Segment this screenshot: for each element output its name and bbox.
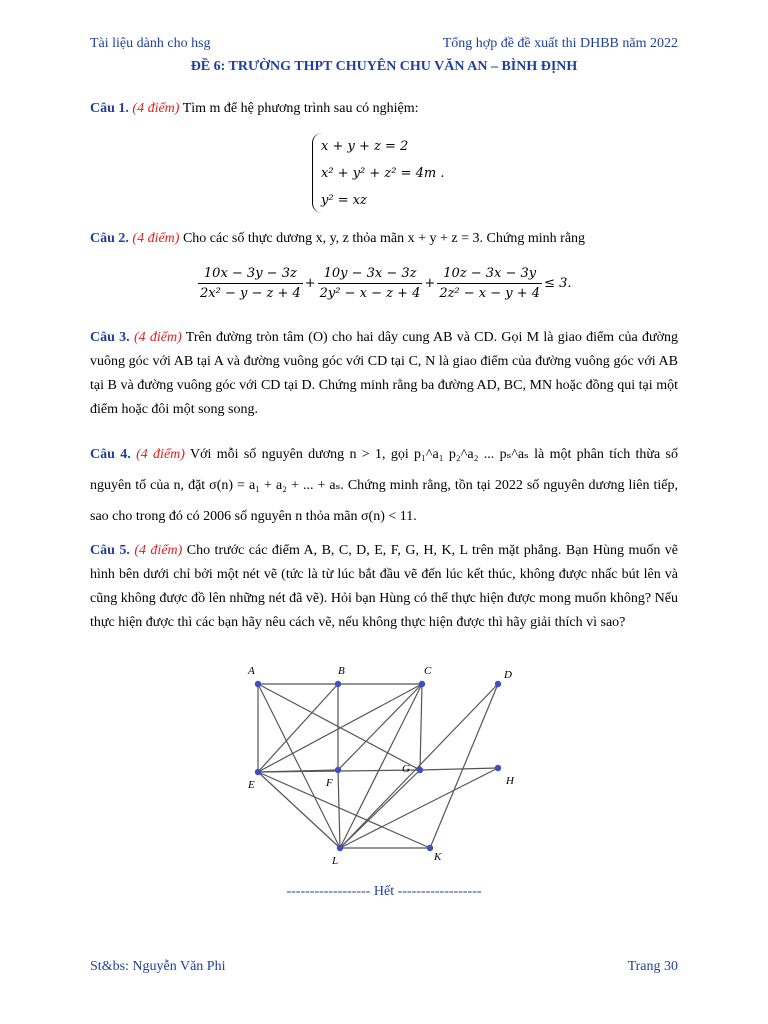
- graph-label-G: G: [402, 763, 410, 775]
- graph-node-A: [255, 681, 261, 687]
- header-left: Tài liệu dành cho hsg: [90, 36, 211, 51]
- question-4-points: (4 điểm): [136, 447, 185, 462]
- graph-edge-GL: [340, 770, 420, 848]
- graph-edge-GH: [420, 768, 498, 770]
- question-5-text: Cho trước các điểm A, B, C, D, E, F, G, H, K, L trên mặt phẳng. Bạn Hùng muốn vẽ hình bên dưới chỉ bởi một nét vẽ (tức là từ lúc bắt đầu vẽ đến lúc kết thúc, không được nhấc bút lên và cũng không được đồ lên những nét đã vẽ). Hỏi bạn Hùng có thể thực hiện được mong muốn không? Nếu thực hiện được thì các bạn hãy nêu cách vẽ, nếu không thực hiện được thì hãy giải thích vì sao?: [90, 543, 678, 630]
- graph-edge-BE: [258, 684, 338, 772]
- question-3-label: Câu 3.: [90, 330, 130, 345]
- graph-label-K: K: [434, 851, 442, 863]
- graph-label-L: L: [332, 855, 339, 867]
- fraction-2-numerator: 10y − 3x − 3z: [318, 264, 423, 284]
- question-2: [90, 227, 678, 251]
- fraction-1-numerator: 10x − 3y − 3z: [198, 264, 303, 284]
- question-2-text: Cho các số thực dương x, y, z thỏa mãn x + y + z = 3. Chứng minh rằng: [182, 231, 586, 246]
- equation-1: x + y + z = 2: [321, 139, 409, 154]
- graph-edge-EK: [258, 772, 430, 848]
- footer-left: St&bs: Nguyễn Văn Phi: [90, 959, 226, 974]
- fraction-3-denominator: 2z² − x − y + 4: [439, 286, 541, 301]
- inequality-rhs: ≤ 3.: [544, 276, 572, 291]
- graph-node-K: [427, 845, 433, 851]
- equation-3: y² = xz: [321, 193, 367, 208]
- graph-edge-DK: [430, 684, 498, 848]
- fraction-2: [318, 264, 423, 303]
- graph-node-H: [495, 765, 501, 771]
- graph-node-B: [335, 681, 341, 687]
- question-5-points: (4 điểm): [134, 543, 183, 558]
- fraction-3-numerator: 10z − 3x − 3y: [437, 264, 542, 284]
- question-2-points: (4 điểm): [132, 231, 180, 246]
- graph-label-D: D: [504, 669, 512, 681]
- inequality: $\frac{10x - 3y - 3z}{\text{2x² − y − z + 4}}$ + $\frac{10y - 3x - 3z}{\text{2y² − x − z + 4}}$ + $\frac{10z - 3x - 3y}{\text{2z² − x − y + 4}}$ ≤ 3.: [200, 266, 572, 301]
- header-right: Tổng hợp đề đề xuất thi DHBB năm 2022: [442, 36, 678, 51]
- graph-edge-CG: [420, 684, 422, 770]
- question-3-text: Trên đường tròn tâm (O) cho hai dây cung AB và CD. Gọi M là giao điểm của đường vuông góc với AB tại A và đường vuông góc với CD tại C, N là giao điểm của đường vuông góc với AB tại B và đường vuông góc với CD tại D. Chứng minh rằng ba đường AD, BC, MN hoặc đồng qui tại một điểm hoặc đôi một song song.: [90, 330, 679, 417]
- question-4: [90, 439, 678, 532]
- graph-label-E: E: [248, 779, 255, 791]
- equation-2: x² + y² + z² = 4m .: [321, 166, 445, 181]
- question-4-label: Câu 4.: [90, 447, 131, 462]
- equation-system: [312, 133, 445, 213]
- question-3: [90, 326, 678, 422]
- graph-label-A: A: [248, 665, 255, 677]
- graph-node-G: [417, 767, 423, 773]
- graph-label-H: H: [506, 775, 514, 787]
- question-2-label: Câu 2.: [90, 231, 129, 246]
- fraction-1: [198, 264, 303, 303]
- end-marker: ------------------ Hết ------------------: [286, 884, 482, 899]
- graph-node-E: [255, 769, 261, 775]
- fraction-3: [437, 264, 542, 303]
- question-4-text: Với mỗi số nguyên dương n > 1, gọi p₁^a₁ p₂^a₂ ... pₛ^aₛ là một phân tích thừa số nguyên tố của n, đặt σ(n) = a₁ + a₂ + ... + aₛ. Chứng minh rằng, tồn tại 2022 số nguyên dương liên tiếp, sao cho trong đó có 2006 số nguyên n thỏa mãn σ(n) < 11.: [90, 447, 679, 524]
- question-5: [90, 539, 678, 635]
- question-3-points: (4 điểm): [133, 330, 182, 345]
- graph-node-F: [335, 767, 341, 773]
- fraction-2-denominator: 2y² − x − z + 4: [319, 286, 421, 301]
- footer-right: Trang 30: [627, 959, 678, 974]
- graph-label-F: F: [326, 777, 333, 789]
- graph-edge-HL: [340, 768, 498, 848]
- graph-node-D: [495, 681, 501, 687]
- question-5-label: Câu 5.: [90, 543, 130, 558]
- question-1-label: Câu 1.: [90, 101, 129, 116]
- question-1-points: (4 điểm): [132, 101, 180, 116]
- graph-edge-DL: [340, 684, 498, 848]
- page-title: ĐỀ 6: TRƯỜNG THPT CHUYÊN CHU VĂN AN – BÌNH ĐỊNH: [190, 59, 578, 74]
- graph-label-C: C: [424, 665, 432, 677]
- graph-figure: [230, 660, 530, 875]
- graph-label-B: B: [338, 665, 345, 677]
- graph-edge-AG: [258, 684, 420, 770]
- fraction-1-denominator: 2x² − y − z + 4: [200, 286, 301, 301]
- graph-edge-FL: [338, 770, 340, 848]
- question-1-text: Tìm m để hệ phương trình sau có nghiệm:: [182, 101, 419, 116]
- graph-node-L: [337, 845, 343, 851]
- question-1: [90, 97, 678, 121]
- graph-node-C: [419, 681, 425, 687]
- graph-edge-CF: [338, 684, 422, 770]
